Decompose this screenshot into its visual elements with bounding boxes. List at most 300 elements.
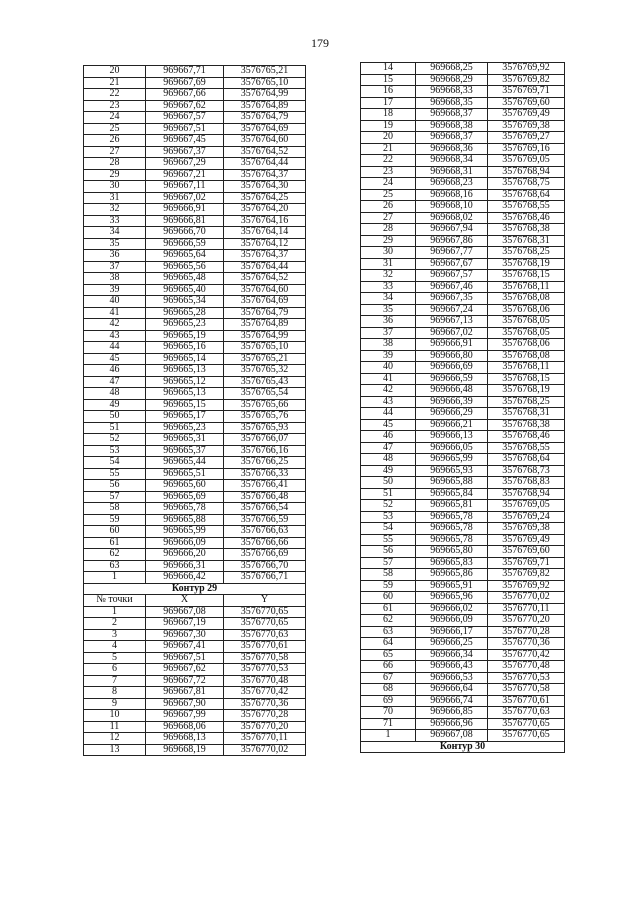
y-coordinate-cell: 3576765,21 bbox=[224, 66, 306, 78]
point-number-cell: 1 bbox=[84, 572, 146, 584]
table-row bbox=[84, 146, 306, 158]
y-coordinate-cell: 3576764,30 bbox=[224, 181, 306, 193]
y-coordinate-cell: 3576764,14 bbox=[224, 227, 306, 239]
x-coordinate-cell: 969666,59 bbox=[146, 238, 224, 250]
point-number-cell: 29 bbox=[361, 235, 416, 247]
contour-title-row bbox=[84, 583, 306, 595]
y-coordinate-cell: 3576770,36 bbox=[488, 638, 565, 650]
point-number-cell: 35 bbox=[84, 238, 146, 250]
table-row bbox=[361, 477, 565, 489]
point-number-cell: 21 bbox=[84, 77, 146, 89]
x-coordinate-cell: 969667,62 bbox=[146, 100, 224, 112]
x-coordinate-cell: 969666,81 bbox=[146, 215, 224, 227]
x-coordinate-cell: 969667,24 bbox=[416, 304, 488, 316]
y-coordinate-cell: 3576768,46 bbox=[488, 431, 565, 443]
table-row bbox=[361, 730, 565, 742]
point-number-cell: 45 bbox=[361, 419, 416, 431]
y-coordinate-cell: 3576770,53 bbox=[224, 664, 306, 676]
point-number-cell: 27 bbox=[84, 146, 146, 158]
y-coordinate-cell: 3576768,75 bbox=[488, 178, 565, 190]
point-number-cell: 47 bbox=[361, 442, 416, 454]
point-number-cell: 30 bbox=[361, 247, 416, 259]
table-row bbox=[84, 307, 306, 319]
x-coordinate-cell: 969665,15 bbox=[146, 399, 224, 411]
y-coordinate-cell: 3576770,11 bbox=[488, 603, 565, 615]
y-coordinate-cell: 3576764,16 bbox=[224, 215, 306, 227]
y-coordinate-cell: 3576770,11 bbox=[224, 733, 306, 745]
x-coordinate-cell: 969668,33 bbox=[416, 86, 488, 98]
y-coordinate-cell: 3576770,65 bbox=[224, 606, 306, 618]
table-row bbox=[84, 77, 306, 89]
y-coordinate-cell: 3576768,94 bbox=[488, 166, 565, 178]
point-number-cell: 70 bbox=[361, 707, 416, 719]
x-coordinate-cell: 969665,83 bbox=[416, 557, 488, 569]
y-coordinate-cell: 3576770,42 bbox=[224, 687, 306, 699]
point-number-cell: 7 bbox=[84, 675, 146, 687]
x-coordinate-cell: 969667,51 bbox=[146, 123, 224, 135]
x-coordinate-cell: 969665,93 bbox=[416, 465, 488, 477]
table-row bbox=[361, 557, 565, 569]
point-number-cell: 22 bbox=[84, 89, 146, 101]
y-coordinate-cell: 3576766,63 bbox=[224, 526, 306, 538]
point-number-cell: 32 bbox=[84, 204, 146, 216]
y-coordinate-cell: 3576770,20 bbox=[488, 615, 565, 627]
point-number-cell: 3 bbox=[84, 629, 146, 641]
point-number-cell: 54 bbox=[84, 457, 146, 469]
table-row bbox=[84, 66, 306, 78]
table-row bbox=[84, 319, 306, 331]
table-row bbox=[361, 385, 565, 397]
y-coordinate-cell: 3576770,20 bbox=[224, 721, 306, 733]
table-row bbox=[361, 615, 565, 627]
x-coordinate-cell: 969666,02 bbox=[416, 603, 488, 615]
x-coordinate-cell: 969667,99 bbox=[146, 710, 224, 722]
coordinates-table-left bbox=[83, 65, 306, 756]
point-number-cell: 59 bbox=[361, 580, 416, 592]
table-row bbox=[84, 698, 306, 710]
table-row bbox=[361, 638, 565, 650]
x-coordinate-cell: 969666,91 bbox=[416, 339, 488, 351]
y-coordinate-cell: 3576770,65 bbox=[224, 618, 306, 630]
x-coordinate-cell: 969666,13 bbox=[416, 431, 488, 443]
point-number-cell: 43 bbox=[84, 330, 146, 342]
x-coordinate-cell: 969668,10 bbox=[416, 201, 488, 213]
point-number-cell: 39 bbox=[361, 350, 416, 362]
point-number-cell: 45 bbox=[84, 353, 146, 365]
point-number-cell: 46 bbox=[361, 431, 416, 443]
point-number-cell: 9 bbox=[84, 698, 146, 710]
point-number-cell: 44 bbox=[84, 342, 146, 354]
table-row bbox=[84, 526, 306, 538]
x-coordinate-cell: 969668,38 bbox=[416, 120, 488, 132]
x-coordinate-cell: 969666,96 bbox=[416, 718, 488, 730]
column-header-y: Y bbox=[224, 595, 306, 607]
table-row bbox=[84, 342, 306, 354]
x-coordinate-cell: 969665,44 bbox=[146, 457, 224, 469]
y-coordinate-cell: 3576766,16 bbox=[224, 445, 306, 457]
point-number-cell: 24 bbox=[361, 178, 416, 190]
y-coordinate-cell: 3576769,38 bbox=[488, 523, 565, 535]
table-row bbox=[361, 97, 565, 109]
point-number-cell: 57 bbox=[361, 557, 416, 569]
point-number-cell: 56 bbox=[361, 546, 416, 558]
table-row bbox=[361, 511, 565, 523]
table-row bbox=[84, 457, 306, 469]
point-number-cell: 67 bbox=[361, 672, 416, 684]
x-coordinate-cell: 969666,43 bbox=[416, 661, 488, 673]
y-coordinate-cell: 3576768,11 bbox=[488, 281, 565, 293]
x-coordinate-cell: 969668,35 bbox=[416, 97, 488, 109]
point-number-cell: 53 bbox=[361, 511, 416, 523]
x-coordinate-cell: 969667,62 bbox=[146, 664, 224, 676]
point-number-cell: 21 bbox=[361, 143, 416, 155]
table-row bbox=[361, 212, 565, 224]
table-row bbox=[361, 109, 565, 121]
y-coordinate-cell: 3576765,66 bbox=[224, 399, 306, 411]
y-coordinate-cell: 3576770,53 bbox=[488, 672, 565, 684]
x-coordinate-cell: 969666,21 bbox=[416, 419, 488, 431]
point-number-cell: 57 bbox=[84, 491, 146, 503]
table-row bbox=[361, 465, 565, 477]
y-coordinate-cell: 3576770,02 bbox=[488, 592, 565, 604]
point-number-cell: 24 bbox=[84, 112, 146, 124]
x-coordinate-cell: 969665,23 bbox=[146, 319, 224, 331]
table-row bbox=[84, 606, 306, 618]
point-number-cell: 40 bbox=[84, 296, 146, 308]
table-row bbox=[361, 258, 565, 270]
y-coordinate-cell: 3576768,19 bbox=[488, 385, 565, 397]
table-row bbox=[84, 629, 306, 641]
x-coordinate-cell: 969668,23 bbox=[416, 178, 488, 190]
table-row bbox=[84, 388, 306, 400]
x-coordinate-cell: 969666,42 bbox=[146, 572, 224, 584]
y-coordinate-cell: 3576768,31 bbox=[488, 235, 565, 247]
y-coordinate-cell: 3576765,10 bbox=[224, 77, 306, 89]
x-coordinate-cell: 969667,08 bbox=[416, 730, 488, 742]
y-coordinate-cell: 3576768,06 bbox=[488, 339, 565, 351]
point-number-cell: 49 bbox=[84, 399, 146, 411]
x-coordinate-cell: 969665,99 bbox=[416, 454, 488, 466]
x-coordinate-cell: 969667,57 bbox=[416, 270, 488, 282]
table-row bbox=[361, 281, 565, 293]
point-number-cell: 38 bbox=[84, 273, 146, 285]
y-coordinate-cell: 3576768,25 bbox=[488, 247, 565, 259]
point-number-cell: 31 bbox=[361, 258, 416, 270]
x-coordinate-cell: 969665,12 bbox=[146, 376, 224, 388]
point-number-cell: 33 bbox=[84, 215, 146, 227]
table-row bbox=[84, 169, 306, 181]
table-row bbox=[84, 503, 306, 515]
table-row bbox=[84, 687, 306, 699]
table-row bbox=[84, 710, 306, 722]
y-coordinate-cell: 3576768,19 bbox=[488, 258, 565, 270]
point-number-cell: 61 bbox=[84, 537, 146, 549]
point-number-cell: 62 bbox=[361, 615, 416, 627]
table-row bbox=[84, 100, 306, 112]
table-row bbox=[84, 480, 306, 492]
point-number-cell: 56 bbox=[84, 480, 146, 492]
point-number-cell: 58 bbox=[361, 569, 416, 581]
coordinates-table-right bbox=[360, 62, 565, 753]
table-row bbox=[84, 365, 306, 377]
point-number-cell: 66 bbox=[361, 661, 416, 673]
table-row bbox=[361, 408, 565, 420]
y-coordinate-cell: 3576768,08 bbox=[488, 293, 565, 305]
point-number-cell: 53 bbox=[84, 445, 146, 457]
table-row bbox=[84, 204, 306, 216]
y-coordinate-cell: 3576770,65 bbox=[488, 730, 565, 742]
point-number-cell: 1 bbox=[84, 606, 146, 618]
x-coordinate-cell: 969666,69 bbox=[416, 362, 488, 374]
x-coordinate-cell: 969666,70 bbox=[146, 227, 224, 239]
table-row bbox=[361, 63, 565, 75]
table-row bbox=[361, 235, 565, 247]
table-row bbox=[84, 227, 306, 239]
y-coordinate-cell: 3576764,60 bbox=[224, 135, 306, 147]
x-coordinate-cell: 969668,34 bbox=[416, 155, 488, 167]
y-coordinate-cell: 3576764,52 bbox=[224, 273, 306, 285]
y-coordinate-cell: 3576765,10 bbox=[224, 342, 306, 354]
point-number-cell: 8 bbox=[84, 687, 146, 699]
point-number-cell: 50 bbox=[361, 477, 416, 489]
point-number-cell: 20 bbox=[84, 66, 146, 78]
point-number-cell: 52 bbox=[84, 434, 146, 446]
point-number-cell: 5 bbox=[84, 652, 146, 664]
x-coordinate-cell: 969665,88 bbox=[146, 514, 224, 526]
x-coordinate-cell: 969666,80 bbox=[416, 350, 488, 362]
y-coordinate-cell: 3576769,60 bbox=[488, 97, 565, 109]
table-row bbox=[361, 454, 565, 466]
x-coordinate-cell: 969665,84 bbox=[416, 488, 488, 500]
y-coordinate-cell: 3576764,20 bbox=[224, 204, 306, 216]
y-coordinate-cell: 3576764,79 bbox=[224, 307, 306, 319]
table-row bbox=[361, 362, 565, 374]
point-number-cell: 25 bbox=[361, 189, 416, 201]
point-number-cell: 4 bbox=[84, 641, 146, 653]
point-number-cell: 31 bbox=[84, 192, 146, 204]
point-number-cell: 54 bbox=[361, 523, 416, 535]
point-number-cell: 46 bbox=[84, 365, 146, 377]
table-row bbox=[84, 158, 306, 170]
table-row bbox=[361, 224, 565, 236]
y-coordinate-cell: 3576769,05 bbox=[488, 500, 565, 512]
y-coordinate-cell: 3576770,28 bbox=[488, 626, 565, 638]
x-coordinate-cell: 969665,78 bbox=[146, 503, 224, 515]
x-coordinate-cell: 969667,71 bbox=[146, 66, 224, 78]
table-row bbox=[361, 580, 565, 592]
x-coordinate-cell: 969667,29 bbox=[146, 158, 224, 170]
x-coordinate-cell: 969667,72 bbox=[146, 675, 224, 687]
y-coordinate-cell: 3576764,69 bbox=[224, 296, 306, 308]
table-row bbox=[361, 603, 565, 615]
x-coordinate-cell: 969668,02 bbox=[416, 212, 488, 224]
y-coordinate-cell: 3576764,37 bbox=[224, 250, 306, 262]
x-coordinate-cell: 969665,34 bbox=[146, 296, 224, 308]
y-coordinate-cell: 3576764,37 bbox=[224, 169, 306, 181]
x-coordinate-cell: 969668,13 bbox=[146, 733, 224, 745]
point-number-cell: 32 bbox=[361, 270, 416, 282]
point-number-cell: 69 bbox=[361, 695, 416, 707]
y-coordinate-cell: 3576768,46 bbox=[488, 212, 565, 224]
x-coordinate-cell: 969666,05 bbox=[416, 442, 488, 454]
point-number-cell: 34 bbox=[361, 293, 416, 305]
point-number-cell: 20 bbox=[361, 132, 416, 144]
y-coordinate-cell: 3576768,31 bbox=[488, 408, 565, 420]
x-coordinate-cell: 969665,13 bbox=[146, 365, 224, 377]
table-row bbox=[84, 537, 306, 549]
y-coordinate-cell: 3576766,33 bbox=[224, 468, 306, 480]
y-coordinate-cell: 3576768,05 bbox=[488, 327, 565, 339]
point-number-cell: 28 bbox=[361, 224, 416, 236]
point-number-cell: 34 bbox=[84, 227, 146, 239]
x-coordinate-cell: 969667,35 bbox=[416, 293, 488, 305]
point-number-cell: 55 bbox=[84, 468, 146, 480]
y-coordinate-cell: 3576770,48 bbox=[488, 661, 565, 673]
y-coordinate-cell: 3576769,38 bbox=[488, 120, 565, 132]
table-row bbox=[84, 399, 306, 411]
x-coordinate-cell: 969666,39 bbox=[416, 396, 488, 408]
y-coordinate-cell: 3576770,36 bbox=[224, 698, 306, 710]
y-coordinate-cell: 3576770,48 bbox=[224, 675, 306, 687]
x-coordinate-cell: 969667,08 bbox=[146, 606, 224, 618]
table-row bbox=[361, 695, 565, 707]
y-coordinate-cell: 3576769,27 bbox=[488, 132, 565, 144]
y-coordinate-cell: 3576768,15 bbox=[488, 373, 565, 385]
point-number-cell: 22 bbox=[361, 155, 416, 167]
x-coordinate-cell: 969665,99 bbox=[146, 526, 224, 538]
table-row bbox=[84, 273, 306, 285]
table-row bbox=[84, 491, 306, 503]
point-number-cell: 71 bbox=[361, 718, 416, 730]
table-row bbox=[84, 376, 306, 388]
x-coordinate-cell: 969667,19 bbox=[146, 618, 224, 630]
y-coordinate-cell: 3576764,99 bbox=[224, 330, 306, 342]
y-coordinate-cell: 3576769,71 bbox=[488, 557, 565, 569]
table-row bbox=[84, 744, 306, 756]
x-coordinate-cell: 969665,56 bbox=[146, 261, 224, 273]
point-number-cell: 26 bbox=[84, 135, 146, 147]
point-number-cell: 58 bbox=[84, 503, 146, 515]
point-number-cell: 36 bbox=[361, 316, 416, 328]
y-coordinate-cell: 3576769,82 bbox=[488, 74, 565, 86]
x-coordinate-cell: 969667,37 bbox=[146, 146, 224, 158]
table-row bbox=[84, 733, 306, 745]
table-row bbox=[84, 422, 306, 434]
y-coordinate-cell: 3576769,71 bbox=[488, 86, 565, 98]
y-coordinate-cell: 3576768,83 bbox=[488, 477, 565, 489]
point-number-cell: 43 bbox=[361, 396, 416, 408]
column-header-x: X bbox=[146, 595, 224, 607]
x-coordinate-cell: 969667,77 bbox=[416, 247, 488, 259]
y-coordinate-cell: 3576769,60 bbox=[488, 546, 565, 558]
x-coordinate-cell: 969667,57 bbox=[146, 112, 224, 124]
y-coordinate-cell: 3576766,70 bbox=[224, 560, 306, 572]
x-coordinate-cell: 969665,40 bbox=[146, 284, 224, 296]
point-number-cell: 42 bbox=[361, 385, 416, 397]
table-row bbox=[84, 514, 306, 526]
x-coordinate-cell: 969667,66 bbox=[146, 89, 224, 101]
table-row bbox=[361, 339, 565, 351]
y-coordinate-cell: 3576769,16 bbox=[488, 143, 565, 155]
y-coordinate-cell: 3576765,21 bbox=[224, 353, 306, 365]
table-row bbox=[361, 523, 565, 535]
table-row bbox=[84, 445, 306, 457]
y-coordinate-cell: 3576766,41 bbox=[224, 480, 306, 492]
table-row bbox=[84, 652, 306, 664]
table-row bbox=[84, 411, 306, 423]
x-coordinate-cell: 969667,67 bbox=[416, 258, 488, 270]
x-coordinate-cell: 969667,94 bbox=[416, 224, 488, 236]
y-coordinate-cell: 3576766,07 bbox=[224, 434, 306, 446]
x-coordinate-cell: 969665,78 bbox=[416, 534, 488, 546]
x-coordinate-cell: 969666,85 bbox=[416, 707, 488, 719]
y-coordinate-cell: 3576765,43 bbox=[224, 376, 306, 388]
x-coordinate-cell: 969665,60 bbox=[146, 480, 224, 492]
y-coordinate-cell: 3576770,02 bbox=[224, 744, 306, 756]
point-number-cell: 63 bbox=[361, 626, 416, 638]
point-number-cell: 28 bbox=[84, 158, 146, 170]
x-coordinate-cell: 969668,36 bbox=[416, 143, 488, 155]
y-coordinate-cell: 3576770,65 bbox=[488, 718, 565, 730]
x-coordinate-cell: 969667,13 bbox=[416, 316, 488, 328]
table-row bbox=[361, 247, 565, 259]
table-row bbox=[361, 419, 565, 431]
table-row bbox=[84, 330, 306, 342]
table-row bbox=[84, 261, 306, 273]
table-row bbox=[361, 270, 565, 282]
y-coordinate-cell: 3576764,89 bbox=[224, 319, 306, 331]
point-number-cell: 18 bbox=[361, 109, 416, 121]
table-row bbox=[84, 618, 306, 630]
x-coordinate-cell: 969668,37 bbox=[416, 109, 488, 121]
point-number-cell: 52 bbox=[361, 500, 416, 512]
x-coordinate-cell: 969665,51 bbox=[146, 468, 224, 480]
point-number-cell: 38 bbox=[361, 339, 416, 351]
x-coordinate-cell: 969665,19 bbox=[146, 330, 224, 342]
point-number-cell: 48 bbox=[84, 388, 146, 400]
table-row bbox=[361, 569, 565, 581]
point-number-cell: 29 bbox=[84, 169, 146, 181]
y-coordinate-cell: 3576768,05 bbox=[488, 316, 565, 328]
y-coordinate-cell: 3576768,38 bbox=[488, 224, 565, 236]
table-row bbox=[361, 546, 565, 558]
y-coordinate-cell: 3576764,60 bbox=[224, 284, 306, 296]
y-coordinate-cell: 3576769,05 bbox=[488, 155, 565, 167]
y-coordinate-cell: 3576768,06 bbox=[488, 304, 565, 316]
x-coordinate-cell: 969665,13 bbox=[146, 388, 224, 400]
point-number-cell: 42 bbox=[84, 319, 146, 331]
point-number-cell: 48 bbox=[361, 454, 416, 466]
point-number-cell: 1 bbox=[361, 730, 416, 742]
y-coordinate-cell: 3576768,64 bbox=[488, 454, 565, 466]
x-coordinate-cell: 969667,86 bbox=[416, 235, 488, 247]
table-row bbox=[84, 284, 306, 296]
y-coordinate-cell: 3576764,12 bbox=[224, 238, 306, 250]
table-row bbox=[361, 672, 565, 684]
x-coordinate-cell: 969667,30 bbox=[146, 629, 224, 641]
x-coordinate-cell: 969665,14 bbox=[146, 353, 224, 365]
point-number-cell: 61 bbox=[361, 603, 416, 615]
y-coordinate-cell: 3576766,54 bbox=[224, 503, 306, 515]
point-number-cell: 2 bbox=[84, 618, 146, 630]
table-row bbox=[361, 316, 565, 328]
y-coordinate-cell: 3576768,94 bbox=[488, 488, 565, 500]
y-coordinate-cell: 3576768,73 bbox=[488, 465, 565, 477]
y-coordinate-cell: 3576769,82 bbox=[488, 569, 565, 581]
y-coordinate-cell: 3576765,76 bbox=[224, 411, 306, 423]
y-coordinate-cell: 3576764,69 bbox=[224, 123, 306, 135]
x-coordinate-cell: 969666,09 bbox=[416, 615, 488, 627]
